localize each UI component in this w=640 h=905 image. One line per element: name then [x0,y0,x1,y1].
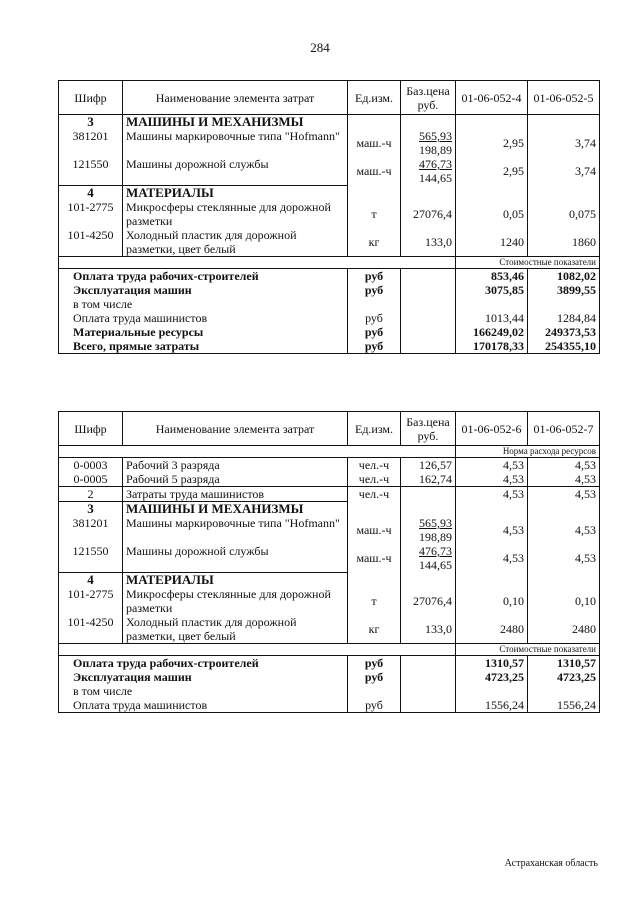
header-col1: 01-06-052-4 [456,81,528,115]
base-price: 126,57 [401,458,456,473]
norm-value: 1860 [528,228,600,257]
resource-name: Машины маркировочные типа "Hofmann" [123,129,348,157]
empty-cell [456,115,528,130]
unit: маш.-ч [348,157,401,185]
norm-value: 2480 [456,615,528,644]
resource-norm-table-2 [58,411,600,713]
resource-name: Рабочий 5 разряда [123,472,348,487]
cost-row [59,339,600,354]
cost-label: в том числе [59,684,348,698]
table-row [59,544,600,572]
norm-value: 4,53 [456,544,528,572]
cost-row [59,283,600,297]
section-title: МАТЕРИАЛЫ [123,185,348,200]
base-price [401,157,456,185]
cost-row [59,325,600,339]
empty-cell [528,502,600,517]
section-code: 4 [59,572,123,587]
cost-row [59,311,600,325]
empty-cell [348,572,401,587]
table-row [59,487,600,502]
cost-label: Материальные ресурсы [59,325,348,339]
table-body [59,446,600,713]
base-price-wage: 144,65 [419,171,452,185]
base-price-total: 476,73 [419,544,452,558]
base-price [401,129,456,157]
norm-value: 0,10 [456,587,528,615]
resource-code: 101-4250 [59,228,123,257]
empty-cell [401,670,456,684]
cost-row [59,655,600,670]
cost-caption-row [59,643,600,655]
section-row [59,115,600,130]
empty-cell [528,572,600,587]
cost-value: 3899,55 [528,283,600,297]
resource-name: Машины дорожной службы [123,544,348,572]
section-row [59,185,600,200]
empty-cell [401,297,456,311]
cost-value [456,684,528,698]
base-price: 162,74 [401,472,456,487]
norm-value: 2,95 [456,129,528,157]
cost-unit: руб [348,655,401,670]
unit: кг [348,228,401,257]
cost-label: Всего, прямые затраты [59,339,348,354]
cost-label: Оплата труда машинистов [59,311,348,325]
resource-code: 101-2775 [59,200,123,228]
cost-caption: Стоимостные показатели [456,643,600,655]
header-price: Баз.цена руб. [401,81,456,115]
cost-value: 249373,53 [528,325,600,339]
empty-cell [401,339,456,354]
resource-code: 381201 [59,516,123,544]
norm-value: 4,53 [528,487,600,502]
base-price-wage: 144,65 [419,558,452,572]
cost-label: Оплата труда рабочих-строителей [59,655,348,670]
base-price [401,544,456,572]
norm-value: 0,075 [528,200,600,228]
section-code: 3 [59,502,123,517]
table-row [59,615,600,644]
empty-cell [401,185,456,200]
cost-value: 4723,25 [456,670,528,684]
norm-value: 4,53 [528,544,600,572]
cost-unit: руб [348,325,401,339]
cost-value: 1013,44 [456,311,528,325]
empty-cell [348,502,401,517]
cost-unit [348,297,401,311]
cost-unit: руб [348,268,401,283]
unit: чел.-ч [348,487,401,502]
section-code: 4 [59,185,123,200]
resource-name: Микросферы стеклянные для дорожной разметки [123,200,348,228]
resource-code: 0-0003 [59,458,123,473]
resource-code: 2 [59,487,123,502]
table-row [59,200,600,228]
cost-value [528,684,600,698]
header-unit: Ед.изм. [348,412,401,446]
empty-cell [348,185,401,200]
unit: т [348,200,401,228]
cost-unit: руб [348,283,401,297]
cost-value: 1556,24 [456,698,528,713]
resource-name: Холодный пластик для дорожной разметки, цвет белый [123,615,348,644]
norm-value: 2480 [528,615,600,644]
cost-value: 166249,02 [456,325,528,339]
empty-cell [456,572,528,587]
base-price-total: 565,93 [419,516,452,530]
header-unit: Ед.изм. [348,81,401,115]
header-name: Наименование элемента затрат [123,412,348,446]
empty-cell [401,572,456,587]
norm-value: 2,95 [456,157,528,185]
norm-value: 4,53 [528,458,600,473]
cost-value: 853,46 [456,268,528,283]
resource-name: Затраты труда машинистов [123,487,348,502]
resource-code: 0-0005 [59,472,123,487]
empty-cell [401,325,456,339]
base-price: 27076,4 [401,200,456,228]
base-price-total: 476,73 [419,157,452,171]
header-col2: 01-06-052-7 [528,412,600,446]
cost-unit [348,684,401,698]
table-row [59,516,600,544]
cost-value: 4723,25 [528,670,600,684]
header-col2: 01-06-052-5 [528,81,600,115]
table-row [59,472,600,487]
norm-value: 4,53 [528,472,600,487]
table-row [59,458,600,473]
cost-row [59,670,600,684]
norm-value: 1240 [456,228,528,257]
cost-value [528,297,600,311]
norm-value: 4,53 [528,516,600,544]
header-code: Шифр [59,81,123,115]
table-row [59,228,600,257]
base-price [401,487,456,502]
base-price: 133,0 [401,228,456,257]
cost-unit: руб [348,311,401,325]
norm-value: 4,53 [456,472,528,487]
section-row [59,572,600,587]
resource-code: 101-4250 [59,615,123,644]
norm-value: 3,74 [528,129,600,157]
cost-value: 1284,84 [528,311,600,325]
cost-label: Эксплуатация машин [59,670,348,684]
empty-cell [528,185,600,200]
norm-caption-row [59,446,600,458]
caption-spacer [59,643,456,655]
header-price: Баз.цена руб. [401,412,456,446]
cost-value: 1310,57 [456,655,528,670]
unit: маш.-ч [348,544,401,572]
resource-name: Холодный пластик для дорожной разметки, цвет белый [123,228,348,257]
cost-value [456,297,528,311]
empty-cell [528,115,600,130]
empty-cell [401,655,456,670]
cost-row [59,698,600,713]
resource-code: 121550 [59,544,123,572]
cost-value: 170178,33 [456,339,528,354]
cost-row [59,297,600,311]
header-code: Шифр [59,412,123,446]
base-price-wage: 198,89 [419,143,452,157]
page-number: 284 [310,40,330,55]
cost-label: Оплата труда машинистов [59,698,348,713]
unit: чел.-ч [348,458,401,473]
cost-value: 254355,10 [528,339,600,354]
header-name: Наименование элемента затрат [123,81,348,115]
resource-name: Микросферы стеклянные для дорожной разметки [123,587,348,615]
region-footer: Астраханская область [504,858,598,869]
cost-value: 3075,85 [456,283,528,297]
table-row [59,129,600,157]
cost-value: 1310,57 [528,655,600,670]
empty-cell [401,684,456,698]
norm-value: 4,53 [456,487,528,502]
resource-name: Машины дорожной службы [123,157,348,185]
resource-code: 121550 [59,157,123,185]
unit: чел.-ч [348,472,401,487]
caption-spacer [59,446,456,458]
resource-name: Рабочий 3 разряда [123,458,348,473]
cost-caption-row [59,256,600,268]
cost-value: 1556,24 [528,698,600,713]
section-code: 3 [59,115,123,130]
unit: т [348,587,401,615]
section-row [59,502,600,517]
unit: маш.-ч [348,516,401,544]
cost-unit: руб [348,339,401,354]
cost-unit: руб [348,670,401,684]
header-col1: 01-06-052-6 [456,412,528,446]
base-price: 27076,4 [401,587,456,615]
table-row [59,587,600,615]
norm-value: 3,74 [528,157,600,185]
empty-cell [401,698,456,713]
cost-label: Оплата труда рабочих-строителей [59,268,348,283]
base-price: 133,0 [401,615,456,644]
norm-value: 4,53 [456,458,528,473]
unit: кг [348,615,401,644]
empty-cell [401,115,456,130]
empty-cell [401,502,456,517]
unit: маш.-ч [348,129,401,157]
norm-caption: Норма расхода ресурсов [456,446,600,458]
cost-row [59,684,600,698]
resource-code: 101-2775 [59,587,123,615]
cost-label: в том числе [59,297,348,311]
norm-value: 0,10 [528,587,600,615]
empty-cell [348,115,401,130]
cost-label: Эксплуатация машин [59,283,348,297]
empty-cell [456,185,528,200]
section-title: МАТЕРИАЛЫ [123,572,348,587]
section-title: МАШИНЫ И МЕХАНИЗМЫ [123,502,348,517]
section-title: МАШИНЫ И МЕХАНИЗМЫ [123,115,348,130]
table-row [59,157,600,185]
resource-code: 381201 [59,129,123,157]
resource-name: Машины маркировочные типа "Hofmann" [123,516,348,544]
table-body [59,115,600,354]
base-price-wage: 198,89 [419,530,452,544]
cost-row [59,268,600,283]
cost-unit: руб [348,698,401,713]
base-price-total: 565,93 [419,129,452,143]
cost-caption: Стоимостные показатели [456,256,600,268]
cost-value: 1082,02 [528,268,600,283]
empty-cell [401,311,456,325]
norm-value: 4,53 [456,516,528,544]
norm-value: 0,05 [456,200,528,228]
empty-cell [401,283,456,297]
caption-spacer [59,256,456,268]
empty-cell [456,502,528,517]
base-price [401,516,456,544]
resource-norm-table-1 [58,80,600,354]
empty-cell [401,268,456,283]
